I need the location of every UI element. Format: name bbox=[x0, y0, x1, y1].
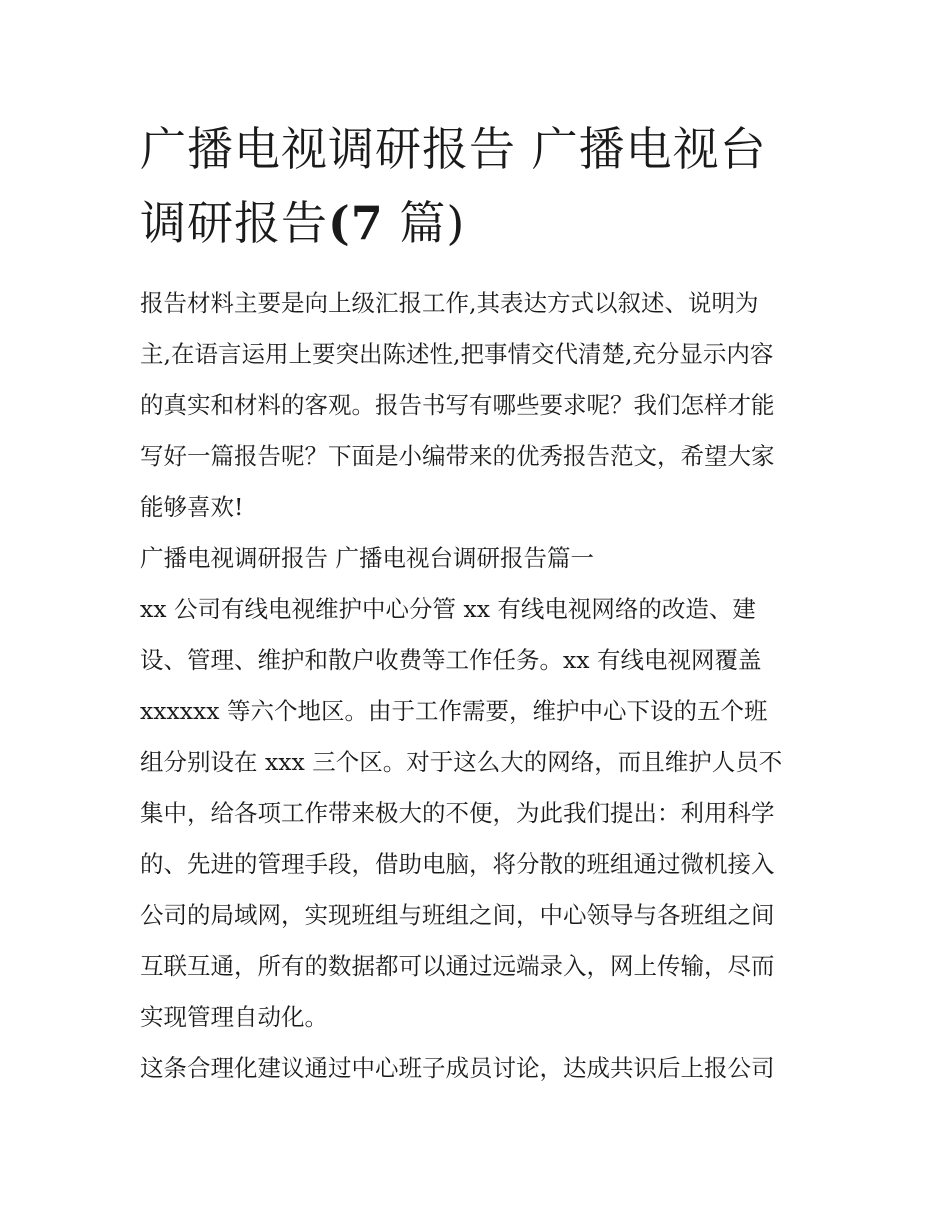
intro-line: 主,在语言运用上要突出陈述性,把事情交代清楚,充分显示内容 bbox=[140, 340, 774, 368]
intro-paragraph bbox=[140, 278, 820, 533]
body-line: 集中，给各项工作带来极大的不便，为此我们提出：利用科学 bbox=[140, 799, 775, 827]
body-paragraph-1 bbox=[140, 584, 820, 1043]
body-paragraph-2 bbox=[140, 1043, 820, 1094]
body-line: 互联互通，所有的数据都可以通过远端录入，网上传输，尽而 bbox=[140, 952, 775, 980]
body-line: xxxxxx 等六个地区。由于工作需要，维护中心下设的五个班 bbox=[140, 697, 768, 725]
document-page bbox=[140, 112, 820, 1094]
title-paren-open: ( bbox=[328, 196, 351, 250]
document-title bbox=[140, 112, 820, 260]
body-line: 这条合理化建议通过中心班子成员讨论，达成共识后上报公司 bbox=[140, 1054, 775, 1082]
title-number: 7 bbox=[350, 196, 384, 250]
intro-line: 的真实和材料的客观。报告书写有哪些要求呢？我们怎样才能 bbox=[140, 391, 775, 419]
body-line: 的、先进的管理手段，借助电脑，将分散的班组通过微机接入 bbox=[140, 850, 775, 878]
body-line: 设、管理、维护和散户收费等工作任务。xx 有线电视网覆盖 bbox=[140, 646, 762, 674]
body-line: 公司的局域网，实现班组与班组之间，中心领导与各班组之间 bbox=[140, 901, 775, 929]
title-line-2-text: 调研报告 bbox=[140, 196, 328, 250]
section-heading: 广播电视调研报告 广播电视台调研报告篇一 bbox=[140, 544, 594, 572]
intro-line: 报告材料主要是向上级汇报工作,其表达方式以叙述、说明为 bbox=[140, 289, 759, 317]
title-line-1: 广播电视调研报告 广播电视台 bbox=[140, 122, 767, 176]
intro-line: 能够喜欢! bbox=[140, 493, 244, 521]
title-line-2-suffix: 篇) bbox=[383, 196, 466, 250]
intro-line: 写好一篇报告呢？下面是小编带来的优秀报告范文，希望大家 bbox=[140, 442, 775, 470]
body-line: xx 公司有线电视维护中心分管 xx 有线电视网络的改造、建 bbox=[140, 595, 756, 623]
title-line-2 bbox=[140, 186, 820, 260]
body-line: 组分别设在 xxx 三个区。对于这么大的网络，而且维护人员不 bbox=[140, 748, 783, 776]
body-line: 实现管理自动化。 bbox=[140, 1003, 328, 1031]
